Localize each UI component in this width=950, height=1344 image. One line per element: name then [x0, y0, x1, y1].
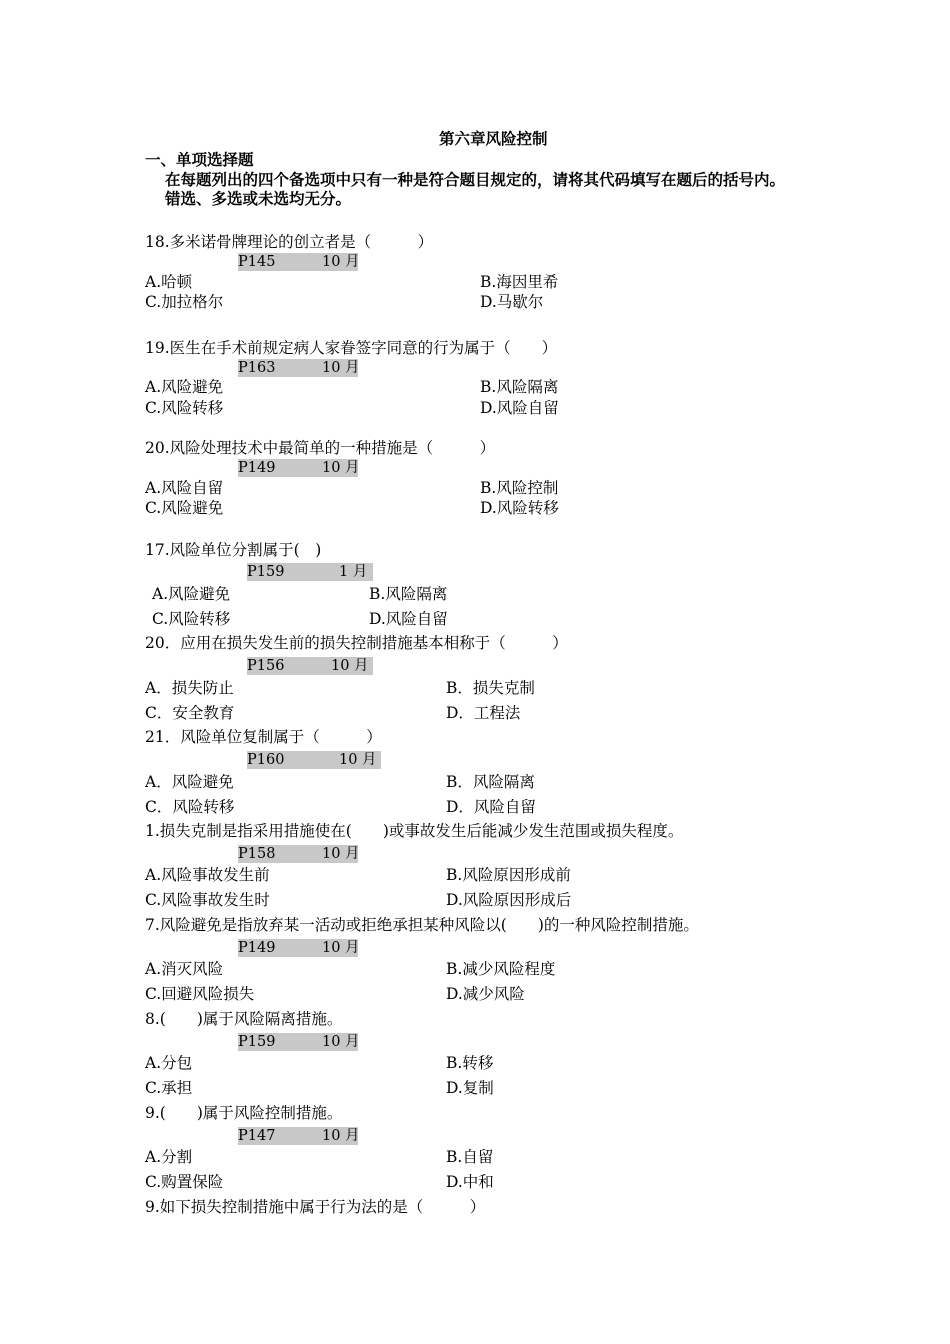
option-a: A.分包 — [145, 1054, 193, 1072]
option-b: B.风险隔离 — [369, 585, 448, 603]
source-page: P156 — [247, 658, 285, 674]
option-b: B.海因里希 — [480, 273, 559, 291]
option-d: D．工程法 — [446, 704, 521, 722]
option-d: D.复制 — [446, 1079, 494, 1097]
source-page: P160 — [247, 752, 285, 768]
question-stem: 8.( )属于风险隔离措施。 — [145, 1010, 343, 1028]
option-a: A．损失防止 — [145, 679, 234, 697]
option-a: A.风险避免 — [152, 585, 231, 603]
option-b: B.风险原因形成前 — [446, 866, 571, 884]
source-tag — [238, 1127, 358, 1145]
question-stem: 1.损失克制是指采用措施使在( )或事故发生后能减少发生范围或损失程度。 — [145, 822, 684, 840]
option-d: D.风险自留 — [369, 610, 448, 628]
source-tag — [247, 751, 381, 769]
source-month: 10 月 — [331, 658, 369, 674]
option-a: A．风险避免 — [145, 773, 234, 791]
question-stem: 20.风险处理技术中最简单的一种措施是（ ） — [145, 439, 496, 457]
option-a: A.风险自留 — [145, 479, 224, 497]
option-a: A.消灭风险 — [145, 960, 224, 978]
source-tag — [238, 253, 358, 271]
option-d: D.风险原因形成后 — [446, 891, 572, 909]
source-tag — [247, 657, 373, 675]
option-c: C.购置保险 — [145, 1173, 224, 1191]
option-c: C.回避风险损失 — [145, 985, 255, 1003]
source-tag — [238, 359, 358, 377]
option-c: C.承担 — [145, 1079, 193, 1097]
section-instruction: 错选、多选或未选均无分。 — [165, 189, 352, 208]
source-month: 10 月 — [322, 254, 360, 270]
source-page: P145 — [238, 254, 276, 270]
source-tag — [238, 845, 358, 863]
option-d: D.减少风险 — [446, 985, 525, 1003]
question-stem: 17.风险单位分割属于( ) — [145, 541, 322, 559]
question-stem: 9.( )属于风险控制措施。 — [145, 1104, 343, 1122]
source-month: 10 月 — [322, 846, 360, 862]
option-a: A.哈顿 — [145, 273, 193, 291]
source-month: 10 月 — [322, 1128, 360, 1144]
source-page: P149 — [238, 460, 276, 476]
option-b: B.风险控制 — [480, 479, 559, 497]
source-month: 10 月 — [322, 460, 360, 476]
option-b: B.风险隔离 — [480, 378, 559, 396]
source-page: P159 — [247, 564, 285, 580]
option-b: B.自留 — [446, 1148, 494, 1166]
option-c: C．风险转移 — [145, 798, 235, 816]
source-month: 1 月 — [339, 564, 368, 580]
source-page: P159 — [238, 1034, 276, 1050]
source-month: 10 月 — [339, 752, 377, 768]
section-instruction: 在每题列出的四个备选项中只有一种是符合题目规定的，请将其代码填写在题后的括号内。 — [165, 170, 786, 189]
option-c: C.风险转移 — [152, 610, 231, 628]
page-title: 第六章风险控制 — [439, 129, 548, 148]
source-month: 10 月 — [322, 1034, 360, 1050]
option-a: A.风险事故发生前 — [145, 866, 270, 884]
source-page: P147 — [238, 1128, 276, 1144]
option-b: B.转移 — [446, 1054, 494, 1072]
source-tag — [238, 1033, 358, 1051]
question-stem: 19.医生在手术前规定病人家眷签字同意的行为属于（ ） — [145, 339, 558, 357]
question-stem: 18.多米诺骨牌理论的创立者是（ ） — [145, 233, 434, 251]
question-stem: 21．风险单位复制属于（ ） — [145, 728, 382, 746]
option-d: D．风险自留 — [446, 798, 536, 816]
option-c: C.风险事故发生时 — [145, 891, 270, 909]
question-stem: 20．应用在损失发生前的损失控制措施基本相称于（ ） — [145, 634, 568, 652]
option-d: D.风险自留 — [480, 399, 559, 417]
option-a: A.风险避免 — [145, 378, 224, 396]
source-tag — [238, 939, 358, 957]
source-month: 10 月 — [322, 940, 360, 956]
option-b: B．损失克制 — [446, 679, 535, 697]
source-page: P149 — [238, 940, 276, 956]
question-stem: 9.如下损失控制措施中属于行为法的是（ ） — [145, 1198, 486, 1216]
option-b: B.减少风险程度 — [446, 960, 556, 978]
option-d: D.中和 — [446, 1173, 494, 1191]
option-a: A.分割 — [145, 1148, 193, 1166]
option-c: C．安全教育 — [145, 704, 235, 722]
option-c: C.加拉格尔 — [145, 293, 224, 311]
source-page: P163 — [238, 360, 276, 376]
option-b: B．风险隔离 — [446, 773, 535, 791]
question-stem: 7.风险避免是指放弃某一活动或拒绝承担某种风险以( )的一种风险控制措施。 — [145, 916, 699, 934]
source-month: 10 月 — [322, 360, 360, 376]
source-page: P158 — [238, 846, 276, 862]
source-tag — [238, 459, 358, 477]
option-c: C.风险避免 — [145, 499, 224, 517]
option-c: C.风险转移 — [145, 399, 224, 417]
option-d: D.马歇尔 — [480, 293, 544, 311]
source-tag — [247, 563, 373, 581]
option-d: D.风险转移 — [480, 499, 559, 517]
section-heading: 一、单项选择题 — [145, 150, 254, 169]
